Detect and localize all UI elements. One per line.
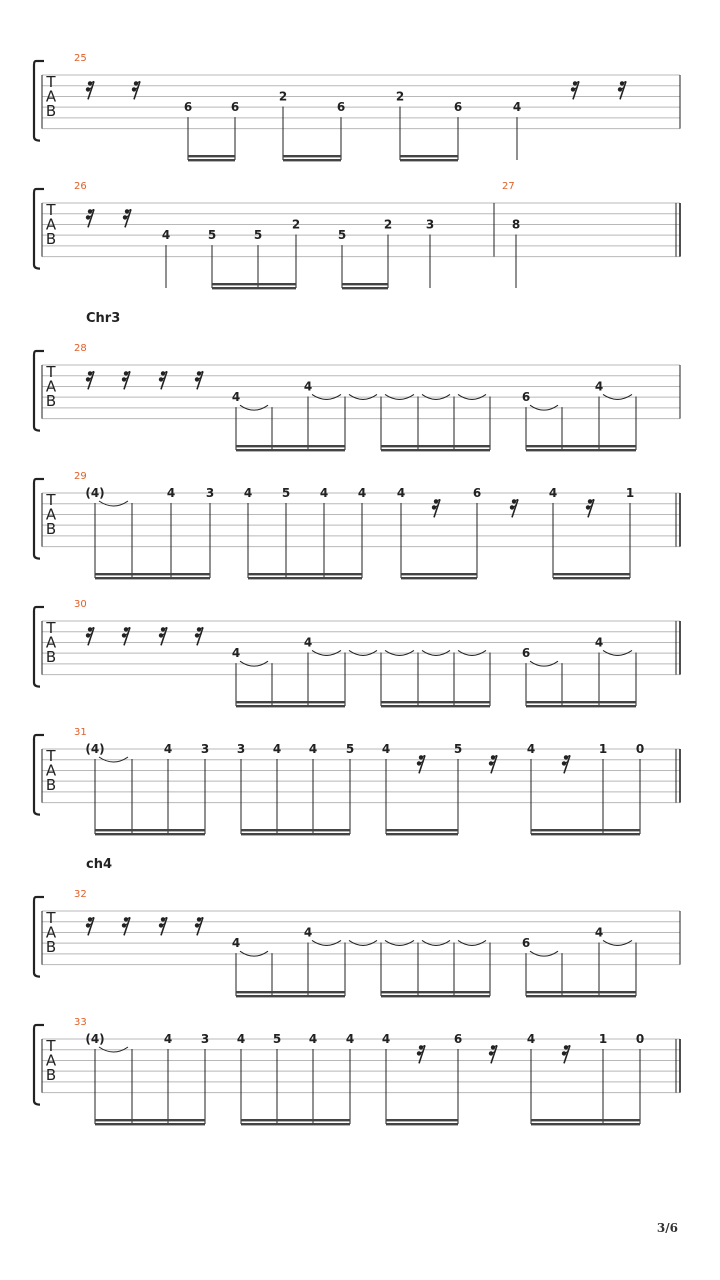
fret-number: 4 [231, 390, 241, 405]
beam-secondary [401, 577, 477, 579]
system-bracket [34, 897, 40, 977]
fret-number: 6 [472, 486, 482, 500]
tab-clef-b: B [45, 230, 57, 248]
beam-primary [531, 829, 640, 831]
fret-number: 3 [425, 217, 435, 232]
tab-clef-t: T [46, 909, 56, 927]
beam-primary [381, 991, 490, 993]
beam-secondary [381, 705, 490, 707]
beam-primary [342, 283, 388, 285]
system-bracket [34, 189, 40, 269]
beam-primary [386, 1119, 458, 1121]
beam-secondary [400, 159, 458, 161]
beam-primary [188, 155, 235, 157]
fret-number: 4 [357, 486, 367, 500]
system-bracket [34, 351, 40, 431]
fret-number: (4) [85, 742, 105, 756]
tab-clef-b: B [45, 1066, 57, 1084]
tab-clef-b: B [45, 520, 57, 538]
beam-secondary [386, 833, 458, 835]
fret-number: (4) [85, 1032, 105, 1046]
beam-secondary [553, 577, 630, 579]
fret-number: 6 [521, 936, 531, 951]
tab-clef-a: A [45, 215, 57, 234]
beam-primary [236, 701, 345, 703]
tab-clef-b: B [45, 776, 57, 794]
fret-number: 1 [625, 486, 635, 500]
tab-clef-t: T [46, 73, 56, 91]
fret-number: 3 [200, 1032, 210, 1046]
sixteenth-rest-dot-upper [419, 1045, 423, 1049]
sixteenth-rest-dot-lower [618, 87, 622, 91]
fret-number: 4 [594, 925, 604, 940]
fret-number: 5 [345, 742, 355, 756]
fret-number: 6 [453, 1032, 463, 1046]
fret-number: 4 [396, 486, 406, 500]
fret-number: 4 [303, 925, 313, 940]
beam-secondary [531, 1123, 640, 1125]
beam-primary [401, 573, 477, 575]
system-bracket [34, 479, 40, 559]
fret-number: 4 [163, 1032, 173, 1046]
beam-secondary [95, 577, 210, 579]
fret-number: 4 [526, 1032, 536, 1046]
sixteenth-rest-dot-upper [491, 1045, 495, 1049]
tab-clef-t: T [46, 619, 56, 637]
beam-primary [381, 445, 490, 447]
beam-secondary [95, 1123, 205, 1125]
beam-secondary [381, 995, 490, 997]
beam-primary [241, 829, 350, 831]
beam-primary [381, 701, 490, 703]
fret-number: 2 [395, 89, 405, 104]
beam-secondary [241, 1123, 350, 1125]
beam-secondary [526, 449, 636, 451]
tab-clef-a: A [45, 761, 57, 780]
beam-primary [386, 829, 458, 831]
tab-clef-t: T [46, 1037, 56, 1055]
fret-number: 5 [453, 742, 463, 756]
tab-clef-b: B [45, 938, 57, 956]
fret-number: 4 [163, 742, 173, 756]
system-bracket [34, 1025, 40, 1105]
fret-number: 2 [291, 217, 301, 232]
fret-number: 4 [272, 742, 282, 756]
sixteenth-rest-dot-lower [417, 1051, 421, 1055]
measure-number: 28 [74, 343, 87, 354]
fret-number: 4 [345, 1032, 355, 1046]
fret-number: 5 [207, 228, 217, 243]
beam-primary [526, 991, 636, 993]
measure-number: 27 [502, 181, 515, 192]
fret-number: 4 [381, 742, 391, 756]
fret-number: 3 [205, 486, 215, 500]
beam-secondary [526, 995, 636, 997]
sixteenth-rest-dot-lower [510, 505, 514, 509]
section-label-chr3: Chr3 [86, 311, 121, 326]
measure-number: 29 [74, 471, 87, 482]
sixteenth-rest-dot-lower [132, 87, 136, 91]
beam-secondary [526, 705, 636, 707]
sixteenth-rest-dot-lower [562, 1051, 566, 1055]
fret-number: 4 [594, 635, 604, 650]
beam-primary [95, 573, 210, 575]
fret-number: 3 [236, 742, 246, 756]
fret-number: 6 [453, 100, 463, 115]
beam-primary [526, 445, 636, 447]
measure-number: 30 [74, 599, 87, 610]
fret-number: 2 [383, 217, 393, 232]
fret-number: 4 [381, 1032, 391, 1046]
measure-number: 26 [74, 181, 87, 192]
fret-number: 4 [236, 1032, 246, 1046]
tab-clef-b: B [45, 102, 57, 120]
section-label-ch4: ch4 [86, 857, 113, 872]
sixteenth-rest-dot-upper [573, 81, 577, 85]
fret-number: 0 [635, 1032, 645, 1046]
tab-clef-t: T [46, 491, 56, 509]
fret-number: 2 [278, 89, 288, 104]
beam-secondary [381, 449, 490, 451]
beam-primary [236, 991, 345, 993]
beam-primary [95, 1119, 205, 1121]
tab-clef-a: A [45, 923, 57, 942]
fret-number: 4 [526, 742, 536, 756]
tab-clef-b: B [45, 648, 57, 666]
sixteenth-rest-dot-upper [620, 81, 624, 85]
fret-number: 4 [512, 100, 522, 115]
system-bracket [34, 607, 40, 687]
fret-number: 4 [303, 635, 313, 650]
beam-primary [400, 155, 458, 157]
tab-clef-a: A [45, 505, 57, 524]
beam-secondary [342, 287, 388, 289]
fret-number: 4 [161, 228, 171, 243]
beam-primary [212, 283, 296, 285]
beam-secondary [236, 449, 345, 451]
fret-number: 6 [521, 390, 531, 405]
fret-number: 5 [253, 228, 263, 243]
measure-number: 33 [74, 1017, 87, 1028]
tab-clef-a: A [45, 1051, 57, 1070]
sixteenth-rest-dot-lower [571, 87, 575, 91]
fret-number: (4) [85, 486, 105, 500]
tab-clef-b: B [45, 392, 57, 410]
fret-number: 4 [166, 486, 176, 500]
beam-secondary [531, 833, 640, 835]
fret-number: 4 [243, 486, 253, 500]
fret-number: 3 [200, 742, 210, 756]
beam-secondary [386, 1123, 458, 1125]
system-bracket [34, 735, 40, 815]
tab-clef-a: A [45, 377, 57, 396]
beam-secondary [283, 159, 341, 161]
fret-number: 4 [594, 379, 604, 394]
sixteenth-rest-dot-upper [88, 81, 92, 85]
fret-number: 5 [281, 486, 291, 500]
beam-primary [526, 701, 636, 703]
measure-number: 31 [74, 727, 87, 738]
fret-number: 5 [337, 228, 347, 243]
beam-secondary [248, 577, 362, 579]
beam-primary [248, 573, 362, 575]
sixteenth-rest-dot-lower [489, 1051, 493, 1055]
fret-number: 4 [303, 379, 313, 394]
fret-number: 6 [183, 100, 193, 115]
beam-secondary [241, 833, 350, 835]
fret-number: 6 [336, 100, 346, 115]
fret-number: 6 [230, 100, 240, 115]
beam-secondary [95, 833, 205, 835]
fret-number: 1 [598, 742, 608, 756]
tab-clef-t: T [46, 201, 56, 219]
beam-secondary [236, 995, 345, 997]
beam-primary [236, 445, 345, 447]
fret-number: 4 [308, 1032, 318, 1046]
sixteenth-rest-dot-upper [134, 81, 138, 85]
page-number: 3/6 [656, 1221, 678, 1235]
beam-primary [95, 829, 205, 831]
fret-number: 1 [598, 1032, 608, 1046]
fret-number: 4 [548, 486, 558, 500]
fret-number: 6 [521, 646, 531, 661]
beam-secondary [212, 287, 296, 289]
tab-clef-t: T [46, 363, 56, 381]
measure-number: 32 [74, 889, 87, 900]
fret-number: 4 [231, 646, 241, 661]
tab-clef-t: T [46, 747, 56, 765]
fret-number: 8 [511, 217, 521, 232]
fret-number: 4 [308, 742, 318, 756]
system-bracket [34, 61, 40, 141]
tab-clef-a: A [45, 633, 57, 652]
fret-number: 0 [635, 742, 645, 756]
beam-secondary [236, 705, 345, 707]
beam-secondary [188, 159, 235, 161]
beam-primary [283, 155, 341, 157]
fret-number: 4 [231, 936, 241, 951]
sixteenth-rest-dot-lower [86, 87, 90, 91]
beam-primary [531, 1119, 640, 1121]
tab-clef-a: A [45, 87, 57, 106]
beam-primary [241, 1119, 350, 1121]
fret-number: 5 [272, 1032, 282, 1046]
measure-number: 25 [74, 53, 87, 64]
sixteenth-rest-dot-upper [564, 1045, 568, 1049]
fret-number: 4 [319, 486, 329, 500]
beam-primary [553, 573, 630, 575]
